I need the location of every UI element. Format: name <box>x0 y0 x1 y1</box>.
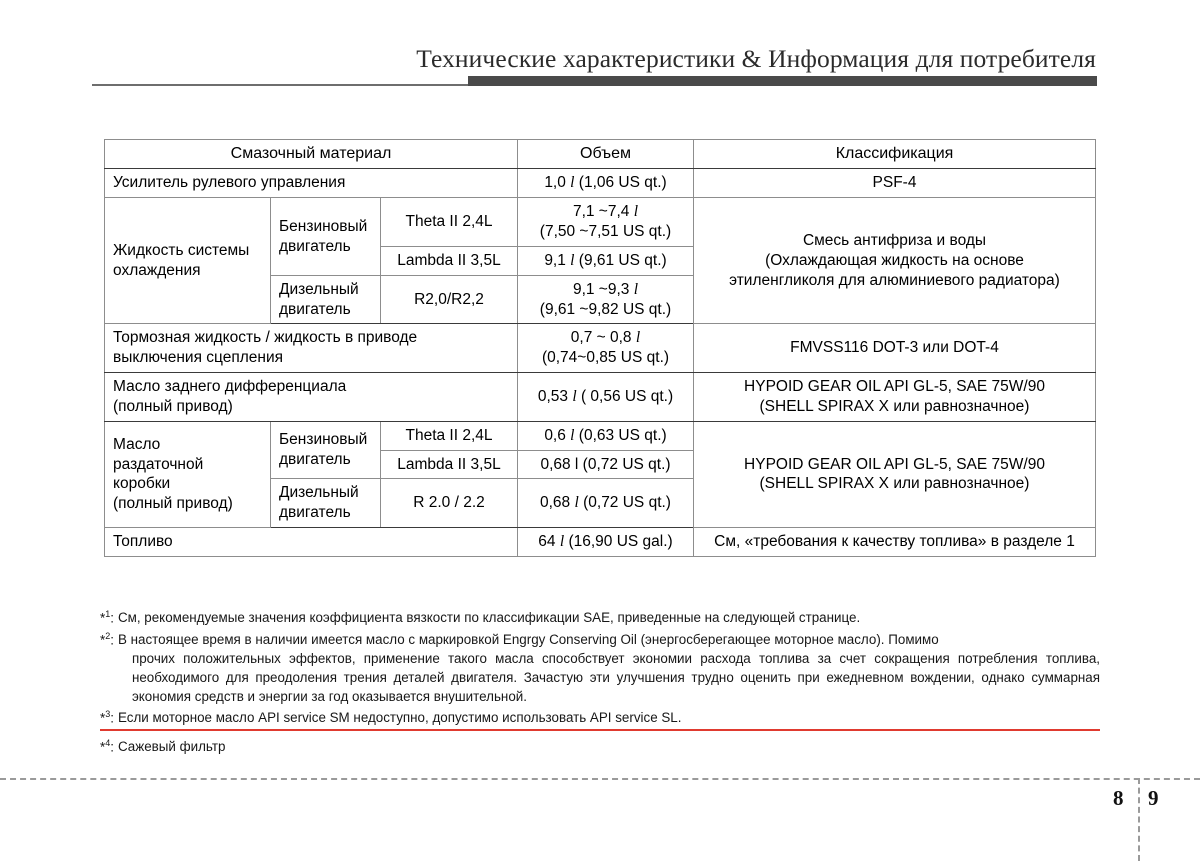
footnote-item <box>100 630 1100 706</box>
cell-lubricant-name: Усилитель рулевого управления <box>105 169 518 198</box>
volume-line: 7,1 ~7,4 l <box>572 203 639 221</box>
liter-symbol: l <box>570 251 575 269</box>
table-head <box>105 140 1096 169</box>
cell-volume <box>518 324 694 373</box>
liter-symbol: l <box>633 280 639 298</box>
volume-value-part: 1,0 <box>544 174 571 192</box>
cell-classification <box>694 373 1096 422</box>
classification-line: этиленгликоля для алюминиевого радиатора) <box>729 271 1060 289</box>
cell-volume <box>518 198 694 247</box>
classification-line: (SHELL SPIRAX X или равнозначное) <box>759 475 1030 493</box>
cell-classification: FMVSS116 DOT-3 или DOT-4 <box>694 324 1096 373</box>
specifications-table <box>104 139 1096 557</box>
cell-classification: См, «требования к качеству топлива» в разделе 1 <box>694 528 1096 557</box>
cell-engine-model: Lambda II 3,5L <box>381 450 518 479</box>
footnote-line: Если моторное масло API service SM недоступно, допустимо использовать API service SL. <box>118 708 1100 731</box>
footnote-line: прочих положительных эффектов, применение такого масла способствует экономии расхода топлива за счет сокращения потребления топлива, необходимого для преодоления трения деталей двигателя. Зачастую эти улучшения трудно оценить при ежедневном вождении, однако суммарная экономия средств и энергии за год оказывается внушительной. <box>131 650 1100 704</box>
page-number-right: 9 <box>1148 786 1159 810</box>
cell-volume <box>518 275 694 324</box>
column-header-classification: Классификация <box>694 140 1096 169</box>
table-row <box>105 324 1096 373</box>
cell-volume <box>518 421 694 450</box>
volume-line: 0,68 l (0,72 US qt.) <box>540 494 671 512</box>
footnote-text <box>118 737 1100 756</box>
footnote-item-underlined <box>100 708 1100 732</box>
cell-lubricant-name <box>105 373 518 422</box>
cell-engine-type: Дизельный двигатель <box>271 275 381 324</box>
liter-symbol: l <box>572 388 577 405</box>
cell-engine-type: Дизельный двигатель <box>271 479 381 528</box>
table-row <box>105 198 1096 247</box>
cell-volume <box>518 373 694 422</box>
cell-volume <box>518 479 694 528</box>
cell-volume: 0,68 l (0,72 US qt.) <box>518 450 694 479</box>
footnote-line: Сажевый фильтр <box>117 739 226 755</box>
page-header <box>0 44 1200 94</box>
cell-lubricant-name: Топливо <box>105 528 518 557</box>
liter-symbol: l <box>635 329 641 347</box>
lubricant-name-line: (полный привод) <box>113 397 233 415</box>
cell-engine-model: R2,0/R2,2 <box>381 275 518 324</box>
cell-engine-model: Theta II 2,4L <box>381 421 518 450</box>
footnotes-block <box>100 608 1100 759</box>
cell-volume <box>518 246 694 275</box>
table-row <box>105 373 1096 422</box>
classification-line: HYPOID GEAR OIL API GL-5, SAE 75W/90 <box>744 455 1045 473</box>
table-row <box>105 528 1096 557</box>
footnote-text <box>118 630 1100 706</box>
table-body <box>105 169 1096 556</box>
cell-engine-type: Бензиновый двигатель <box>271 421 381 479</box>
footer-dashed-rule-horizontal <box>0 778 1200 780</box>
cell-lubricant-name <box>105 324 518 373</box>
page-title: Технические характеристики & Информация для потребителя <box>416 44 1096 73</box>
cell-classification <box>694 198 1096 324</box>
cell-lubricant-name <box>105 421 271 527</box>
volume-line: 0,7 ~ 0,8 l <box>570 329 641 347</box>
volume-line: 64 l (16,90 US gal.) <box>538 533 673 551</box>
footer-dashed-rule-vertical <box>1138 778 1140 861</box>
classification-line: (SHELL SPIRAX X или равнозначное) <box>759 397 1030 415</box>
footnote-marker: *$^3$: <box>100 708 118 732</box>
cell-lubricant-name: Жидкость системы охлаждения <box>105 198 271 324</box>
footnote-marker-index: 1 <box>105 609 111 619</box>
volume-value-part: (1,06 US qt.) <box>574 174 667 192</box>
cell-engine-model: Lambda II 3,5L <box>381 246 518 275</box>
cell-engine-type: Бензиновый двигатель <box>271 198 381 275</box>
lubricant-name-line: раздаточной <box>113 455 204 473</box>
page-number-left: 8 <box>1113 786 1124 810</box>
volume-line: 9,1 l (9,61 US qt.) <box>544 251 667 269</box>
header-rule-thick <box>468 76 1097 86</box>
volume-line: (7,50 ~7,51 US qt.) <box>539 223 672 241</box>
lubricant-name-line: Тормозная жидкость / жидкость в приводе <box>113 329 418 347</box>
footnote-marker: *$^1$: <box>100 609 114 626</box>
footnote-line: См, рекомендуемые значения коэффициента вязкости по классификации SAE, приведенные на следующей странице. <box>117 610 861 625</box>
table-row <box>105 169 1096 198</box>
volume-line: (9,61 ~9,82 US qt.) <box>539 300 672 318</box>
lubricant-name-line: выключения сцепления <box>113 349 284 367</box>
footnote-marker-index: 2 <box>105 630 111 641</box>
liter-symbol: l <box>570 426 575 444</box>
footnote-marker-index: 4 <box>105 738 111 749</box>
cell-volume <box>518 169 694 198</box>
footnote-item <box>100 737 1100 757</box>
table-header-row <box>105 140 1096 169</box>
footnote-marker: *$^2$: <box>100 630 114 647</box>
lubricant-name-line: Масло заднего дифференциала <box>113 378 347 396</box>
footnote-marker-index: 3 <box>105 708 111 719</box>
footnote-text <box>118 708 1100 731</box>
footnote-text <box>118 608 1100 627</box>
volume-line: 9,1 ~9,3 l <box>572 280 639 298</box>
column-header-lubricant: Смазочный материал <box>105 140 518 169</box>
cell-volume <box>518 528 694 557</box>
table-row <box>105 421 1096 450</box>
classification-line: HYPOID GEAR OIL API GL-5, SAE 75W/90 <box>744 378 1045 396</box>
cell-classification <box>694 421 1096 527</box>
lubricant-name-line: Масло <box>113 435 161 453</box>
cell-classification: PSF-4 <box>694 169 1096 198</box>
cell-engine-model: Theta II 2,4L <box>381 198 518 247</box>
footnote-line: В настоящее время в наличии имеется масло с маркировкой Engrgy Conserving Oil (энергосберегающее моторное масло). Помимо <box>117 631 939 647</box>
liter-symbol: l <box>633 203 639 221</box>
lubricant-name-line: (полный привод) <box>113 495 233 513</box>
classification-line: Смесь антифриза и воды <box>802 232 987 250</box>
lubricant-name-line: коробки <box>113 475 171 493</box>
footnote-marker: *$^4$: <box>100 738 114 755</box>
volume-line: (0,74~0,85 US qt.) <box>541 349 670 367</box>
footnote-item <box>100 608 1100 628</box>
cell-engine-model: R 2.0 / 2.2 <box>381 479 518 528</box>
column-header-volume: Объем <box>518 140 694 169</box>
classification-line: (Охлаждающая жидкость на основе <box>765 251 1024 269</box>
liter-symbol: l <box>559 533 565 551</box>
volume-line: 0,53 l ( 0,56 US qt.) <box>537 388 674 405</box>
volume-line: 0,6 l (0,63 US qt.) <box>544 426 667 444</box>
liter-symbol: l <box>570 174 575 192</box>
liter-symbol: l <box>574 494 579 512</box>
